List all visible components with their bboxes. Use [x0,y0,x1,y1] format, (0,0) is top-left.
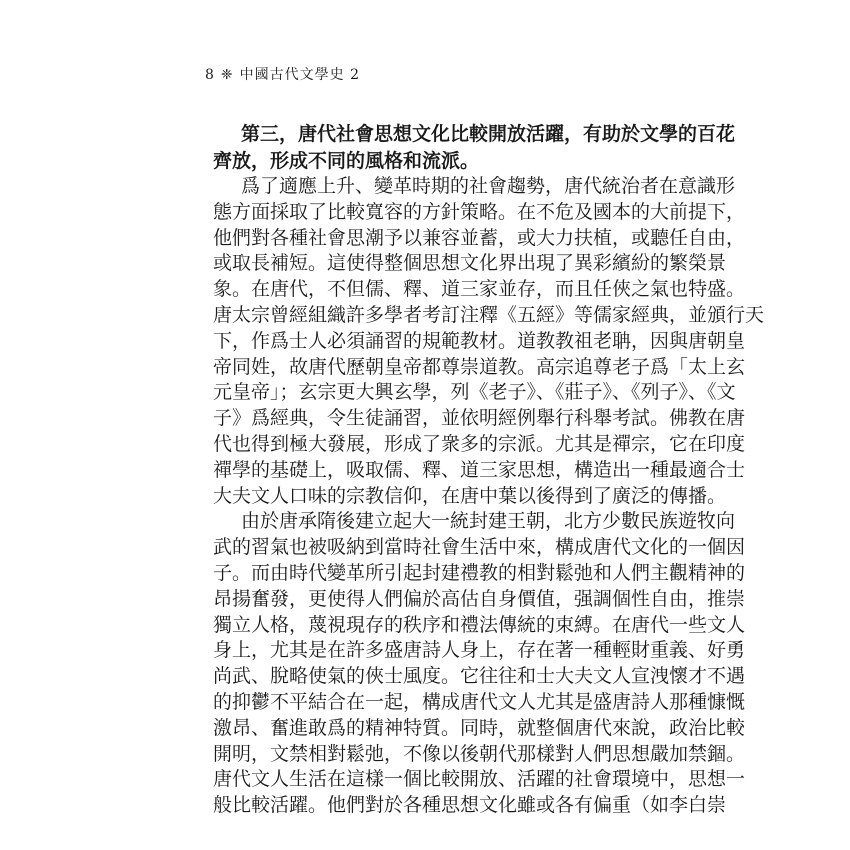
text-line: 身上，尤其是在許多盛唐詩人身上，存在著一種輕財重義、好勇 [213,639,746,662]
running-header [205,64,360,84]
text-line: 開明，文禁相對鬆弛，不像以後朝代那樣對人們思想嚴加禁錮。 [213,742,746,765]
text-line: 他們對各種社會思潮予以兼容並蓄，或大力扶植，或聽任自由， [213,226,746,249]
text-line: 唐代文人生活在這樣一個比較開放、活躍的社會環境中，思想一 [213,768,746,791]
text-line: 昂揚奮發，更使得人們偏於高估自身價值，强調個性自由，推崇 [213,587,746,610]
text-line: 激昂、奮進敢爲的精神特質。同時，就整個唐代來說，政治比較 [213,716,746,739]
text-line: 象。在唐代，不但儒、釋、道三家並存，而且任俠之氣也特盛。 [213,278,746,301]
heading-line: 齊放，形成不同的風格和流派。 [213,150,480,172]
page-number: 8 [205,67,215,83]
text-line: 武的習氣也被吸納到當時社會生活中來，構成唐代文化的一個因 [213,536,746,559]
text-line: 唐太宗曾經組織許多學者考訂注釋《五經》等儒家經典，並頒行天 [213,304,765,326]
text-line: 由於唐承隋後建立起大一統封建王朝，北方少數民族遊牧向 [241,510,736,533]
text-line: 元皇帝」；玄宗更大興玄學，列《老子》、《莊子》、《列子》、《文 [213,381,736,404]
text-line: 下，作爲士人必須誦習的規範教材。道教教祖老聃，因與唐朝皇 [213,329,746,352]
book-title: 中國古代文學史 2 [239,67,361,83]
text-line: 或取長補短。這使得整個思想文化界出現了異彩繽紛的繁榮景 [213,252,727,275]
text-line: 爲了適應上升、變革時期的社會趨勢，唐代統治者在意識形 [241,175,736,197]
ornament-icon: ❈ [220,67,234,83]
text-line: 獨立人格，蔑視現存的秩序和禮法傳統的束縛。在唐代一些文人 [213,613,746,636]
text-line: 子》爲經典，令生徒誦習，並依明經例舉行科舉考試。佛教在唐 [213,407,746,430]
text-line: 態方面採取了比較寬容的方針策略。在不危及國本的大前提下， [213,200,746,223]
text-line: 般比較活躍。他們對於各種思想文化雖或各有偏重（如李白崇 [213,794,727,817]
heading-line: 第三，唐代社會思想文化比較開放活躍，有助於文學的百花 [241,123,736,145]
text-line: 子。而由時代變革所引起封建禮教的相對鬆弛和人們主觀精神的 [213,562,746,584]
text-line: 代也得到極大發展，形成了衆多的宗派。尤其是禪宗，它在印度 [213,433,746,455]
text-line: 大夫文人口味的宗教信仰，在唐中葉以後得到了廣泛的傳播。 [213,484,727,507]
text-line: 禪學的基礎上，吸取儒、釋、道三家思想，構造出一種最適合士 [213,458,746,481]
text-line: 的抑鬱不平結合在一起，構成唐代文人尤其是盛唐詩人那種慷慨 [213,691,746,713]
text-line: 帝同姓，故唐代歷朝皇帝都尊崇道教。高宗追尊老子爲「太上玄 [213,355,746,378]
text-line: 尚武、脫略使氣的俠士風度。它往往和士大夫文人宣洩懷才不遇 [213,665,746,688]
